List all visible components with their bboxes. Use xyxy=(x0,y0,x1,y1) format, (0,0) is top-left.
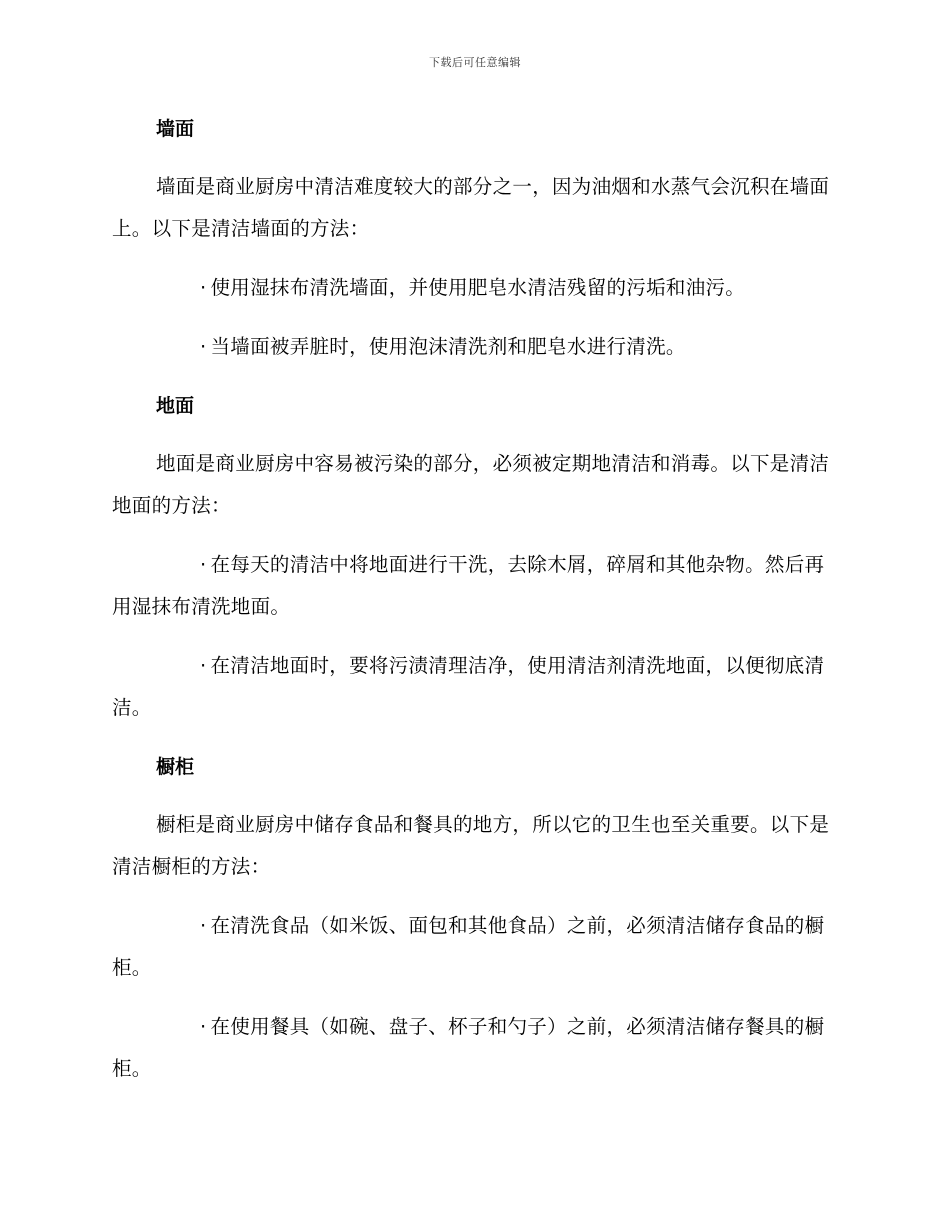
bullet-text: 在每天的清洁中将地面进行干洗，去除木屑，碎屑和其他杂物。然后再用湿抹布清洗地面。 xyxy=(112,553,825,618)
bullet-item xyxy=(112,267,832,309)
bullet-dot-icon: · xyxy=(200,335,207,358)
document-body xyxy=(112,108,832,1107)
bullet-item xyxy=(112,905,832,989)
section-intro: 墙面是商业厨房中清洁难度较大的部分之一，因为油烟和水蒸气会沉积在墙面上。以下是清洁墙面的方法： xyxy=(112,175,830,240)
bullet-dot-icon: · xyxy=(200,1015,207,1038)
section-intro: 地面是商业厨房中容易被污染的部分，必须被定期地清洁和消毒。以下是清洁地面的方法： xyxy=(112,452,830,517)
header-note: 下载后可任意编辑 xyxy=(429,56,521,69)
bullet-item xyxy=(112,1006,832,1090)
bullet-item xyxy=(112,645,832,729)
section-floor xyxy=(112,385,832,729)
bullet-dot-icon: · xyxy=(200,553,207,576)
section-heading: 墙面 xyxy=(156,118,195,140)
bullet-dot-icon: · xyxy=(200,654,207,677)
section-intro: 橱柜是商业厨房中储存食品和餐具的地方，所以它的卫生也至关重要。以下是清洁橱柜的方法： xyxy=(112,813,830,878)
bullet-text: 在清洗食品（如米饭、面包和其他食品）之前，必须清洁储存食品的橱柜。 xyxy=(112,914,825,979)
bullet-text: 在使用餐具（如碗、盘子、杯子和勺子）之前，必须清洁储存餐具的橱柜。 xyxy=(112,1015,825,1080)
bullet-item xyxy=(112,326,832,368)
bullet-dot-icon: · xyxy=(200,276,207,299)
bullet-text: 使用湿抹布清洗墙面，并使用肥皂水清洁残留的污垢和油污。 xyxy=(210,276,746,299)
bullet-item xyxy=(112,544,832,628)
section-wall xyxy=(112,108,832,368)
section-cabinet xyxy=(112,746,832,1090)
section-heading: 地面 xyxy=(156,395,195,417)
section-heading: 橱柜 xyxy=(156,756,195,778)
bullet-dot-icon: · xyxy=(200,914,207,937)
bullet-text: 在清洁地面时，要将污渍清理洁净，使用清洁剂清洗地面，以便彻底清洁。 xyxy=(112,654,825,719)
bullet-text: 当墙面被弄脏时，使用泡沫清洗剂和肥皂水进行清洗。 xyxy=(210,335,686,358)
